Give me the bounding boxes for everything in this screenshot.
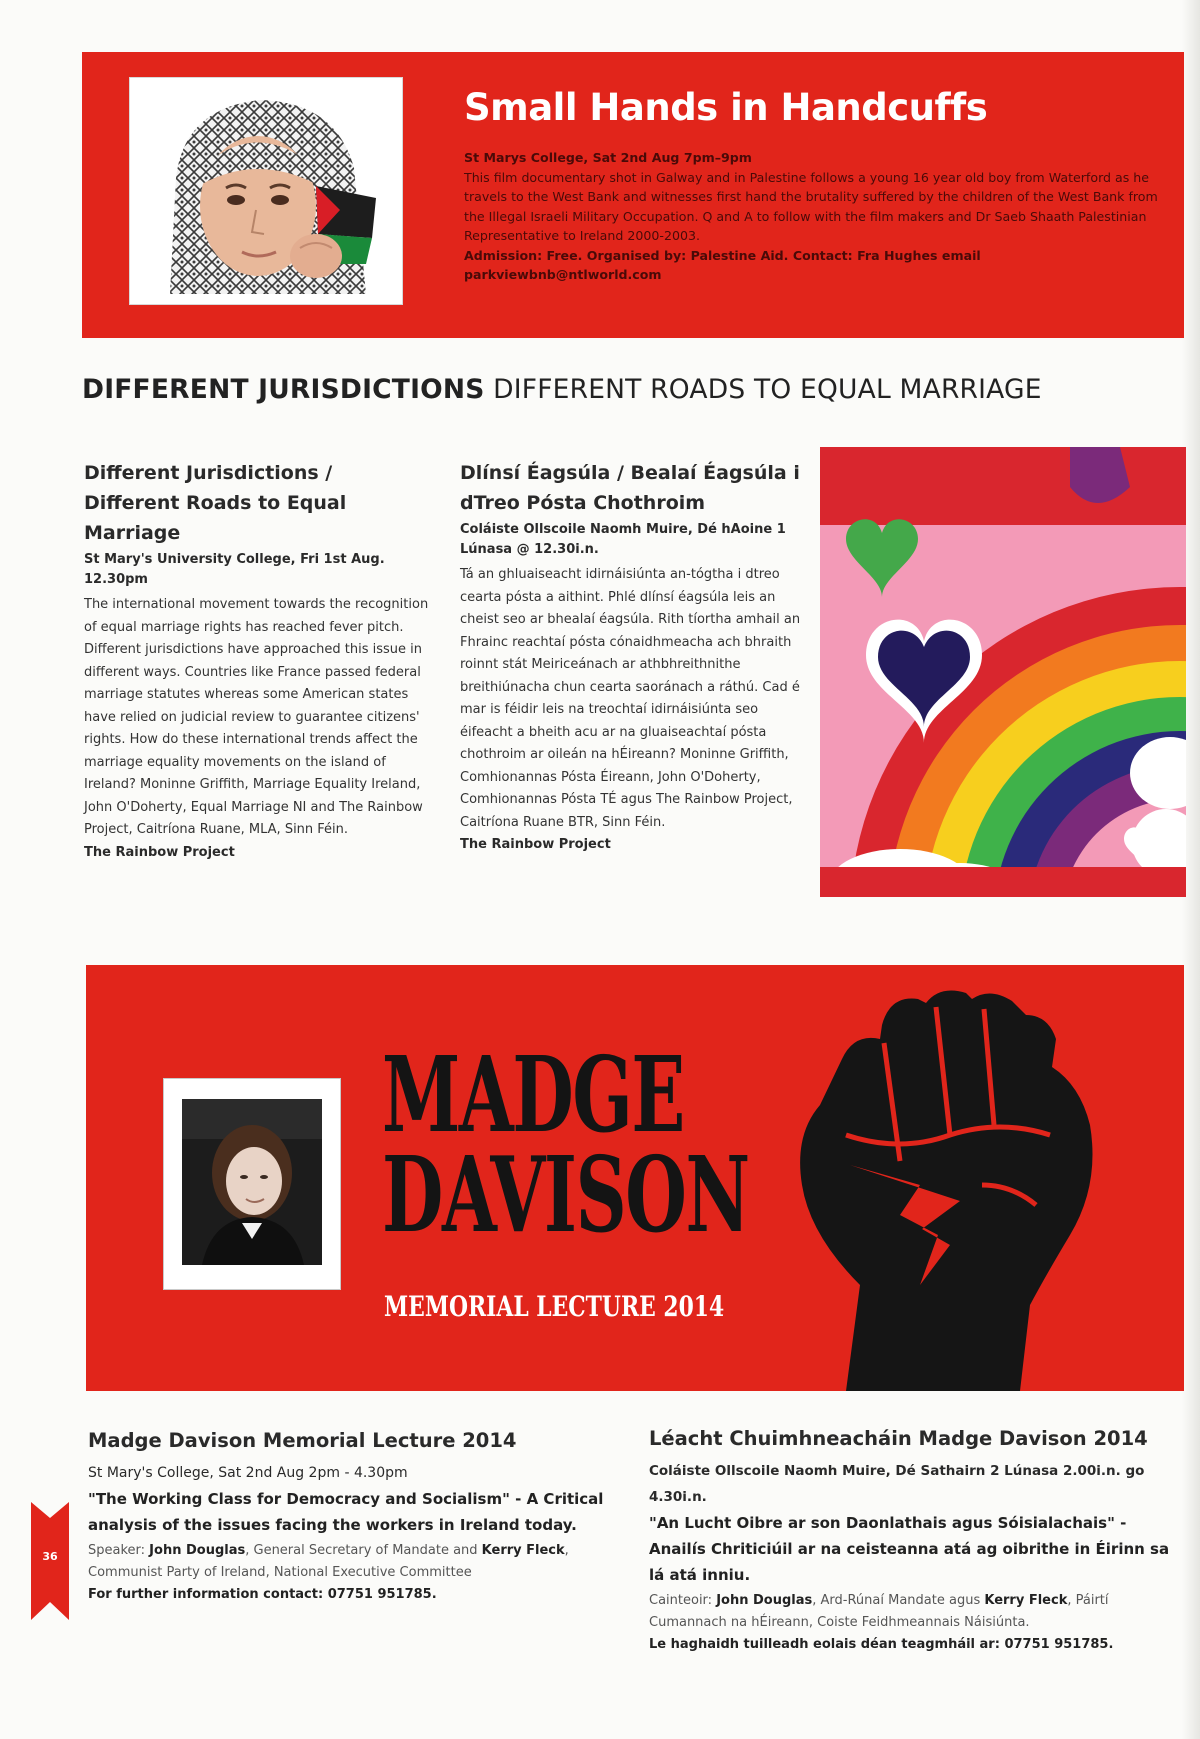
speaker-1-name: John Douglas	[716, 1593, 813, 1608]
section-heading	[82, 374, 1182, 405]
speaker-2-name: Kerry Fleck	[481, 1543, 565, 1558]
madge-davison-banner	[86, 965, 1184, 1391]
lecture-topic: "An Lucht Oibre ar son Daonlathais agus Sóisialachais" - Anailís Chriticiúil ar na ceisteanna atá ag oibrithe in Éirinn sa lá atá inniu.	[649, 1514, 1170, 1584]
lecture-speakers	[649, 1590, 1183, 1634]
page-number: 36	[42, 1550, 58, 1563]
speaker-1-role: , Ard-Rúnaí Mandate agus	[812, 1593, 985, 1608]
lecture-contact: For further information contact: 07751 951785.	[88, 1587, 437, 1602]
section-heading-strong: DIFFERENT JURISDICTIONS	[82, 374, 485, 405]
equal-marriage-article-en	[84, 458, 434, 864]
portrait-frame	[164, 1079, 340, 1289]
child-in-keffiyeh-photo	[140, 88, 392, 294]
memorial-lecture-ga	[649, 1424, 1183, 1656]
wordmark-line-2: DAVISON	[382, 1133, 749, 1256]
article-title: Different Jurisdictions / Different Roads to Equal Marriage	[84, 462, 347, 544]
rainbow-hearts-illustration	[820, 447, 1186, 897]
article-meta: St Mary's University College, Fri 1st Aug. 12.30pm	[84, 552, 385, 587]
article-organiser: The Rainbow Project	[84, 844, 235, 860]
equal-marriage-article-ga	[460, 458, 805, 856]
speaker-2-role: , Páirtí Cumannach na hÉireann, Coiste Feidhmeannais Náisiúnta.	[649, 1593, 1109, 1630]
film-details	[464, 148, 1169, 285]
film-title: Small Hands in Handcuffs	[464, 86, 988, 129]
lecture-contact: Le haghaidh tuilleadh eolais déan teagmháil ar: 07751 951785.	[649, 1637, 1114, 1652]
memorial-lecture-subtitle: MEMORIAL LECTURE 2014	[384, 1290, 725, 1323]
article-meta: Coláiste Ollscoile Naomh Muire, Dé hAoine 1 Lúnasa @ 12.30i.n.	[460, 522, 786, 557]
article-title: Dlínsí Éagsúla / Bealaí Éagsúla i dTreo Pósta Chothroim	[460, 462, 800, 514]
lecture-when-where: St Mary's College, Sat 2nd Aug 2pm - 4.30pm	[88, 1465, 408, 1481]
child-photo-frame	[130, 78, 402, 304]
raised-fist-icon	[750, 985, 1150, 1391]
madge-davison-wordmark	[382, 1033, 749, 1256]
film-admission-contact: Admission: Free. Organised by: Palestine Aid. Contact: Fra Hughes email parkviewbnb@ntlworld.com	[464, 247, 981, 282]
section-heading-light: DIFFERENT ROADS TO EQUAL MARRIAGE	[493, 374, 1042, 405]
article-body: Tá an ghluaiseacht idirnáisiúnta an-tógtha i dtreo cearta pósta a aithint. Phlé dlínsí éagsúla leis an cheist seo ar bhealaí éagsúla. Rith tíortha amhail an Fhrainc reachtaí pósta cónaidhmeacha ach bhraith roinnt stát Meiriceánach ar athbhreithnithe breithiúnacha chun cearta saoránach a ráthú. Cad é mar is féidir leis na treochtaí idirnáisiúnta seo éifeacht a bheith acu ar na gluaiseachtaí pósta chothroim ar oileán na hÉireann? Moninne Griffith, Comhionannas Pósta Éireann, John O'Doherty, Comhionannas Pósta TÉ agus The Rainbow Project, Caitríona Ruane BTR, Sinn Féin.	[460, 567, 801, 830]
speaker-1-name: John Douglas	[149, 1543, 246, 1558]
madge-davison-portrait	[182, 1099, 322, 1265]
speaker-label: Speaker:	[88, 1543, 146, 1558]
article-body: The international movement towards the recognition of equal marriage rights has reached fever pitch. Different jurisdictions have approached this issue in different ways. Countries like France passed federal marriage statutes whereas some American states have relied on judicial review to guarantee citizens' rights. How do these international trends affect the marriage equality movements on the island of Ireland? Moninne Griffith, Marriage Equality Ireland, John O'Doherty, Equal Marriage NI and The Rainbow Project, Caitríona Ruane, MLA, Sinn Féin.	[84, 597, 429, 837]
lecture-when-where: Coláiste Ollscoile Naomh Muire, Dé Sathairn 2 Lúnasa 2.00i.n. go 4.30i.n.	[649, 1463, 1145, 1505]
lecture-title: Léacht Chuimhneacháin Madge Davison 2014	[649, 1427, 1148, 1450]
speaker-2-name: Kerry Fleck	[984, 1593, 1068, 1608]
memorial-lecture-en	[88, 1426, 608, 1606]
film-description: This film documentary shot in Galway and in Palestine follows a young 16 year old boy from Waterford as he travels to the West Bank and witnesses first hand the brutality suffered by the children of the West Bank from the Illegal Israeli Military Occupation. Q and A to follow with the film makers and Dr Saeb Shaath Palestinian Representative to Ireland 2000-2003.	[464, 169, 1158, 243]
lecture-topic: "The Working Class for Democracy and Socialism" - A Critical analysis of the issues facing the workers in Ireland today.	[88, 1490, 604, 1534]
film-event-banner	[82, 52, 1184, 338]
speaker-1-role: , General Secretary of Mandate and	[245, 1543, 482, 1558]
lecture-title: Madge Davison Memorial Lecture 2014	[88, 1429, 517, 1452]
lecture-speakers	[88, 1540, 608, 1584]
wordmark-line-1: MADGE	[382, 1033, 684, 1156]
film-when-where: St Marys College, Sat 2nd Aug 7pm–9pm	[464, 150, 752, 165]
speaker-label: Cainteoir:	[649, 1593, 713, 1608]
speaker-2-role: , Communist Party of Ireland, National Executive Committee	[88, 1543, 569, 1580]
article-organiser: The Rainbow Project	[460, 837, 611, 852]
